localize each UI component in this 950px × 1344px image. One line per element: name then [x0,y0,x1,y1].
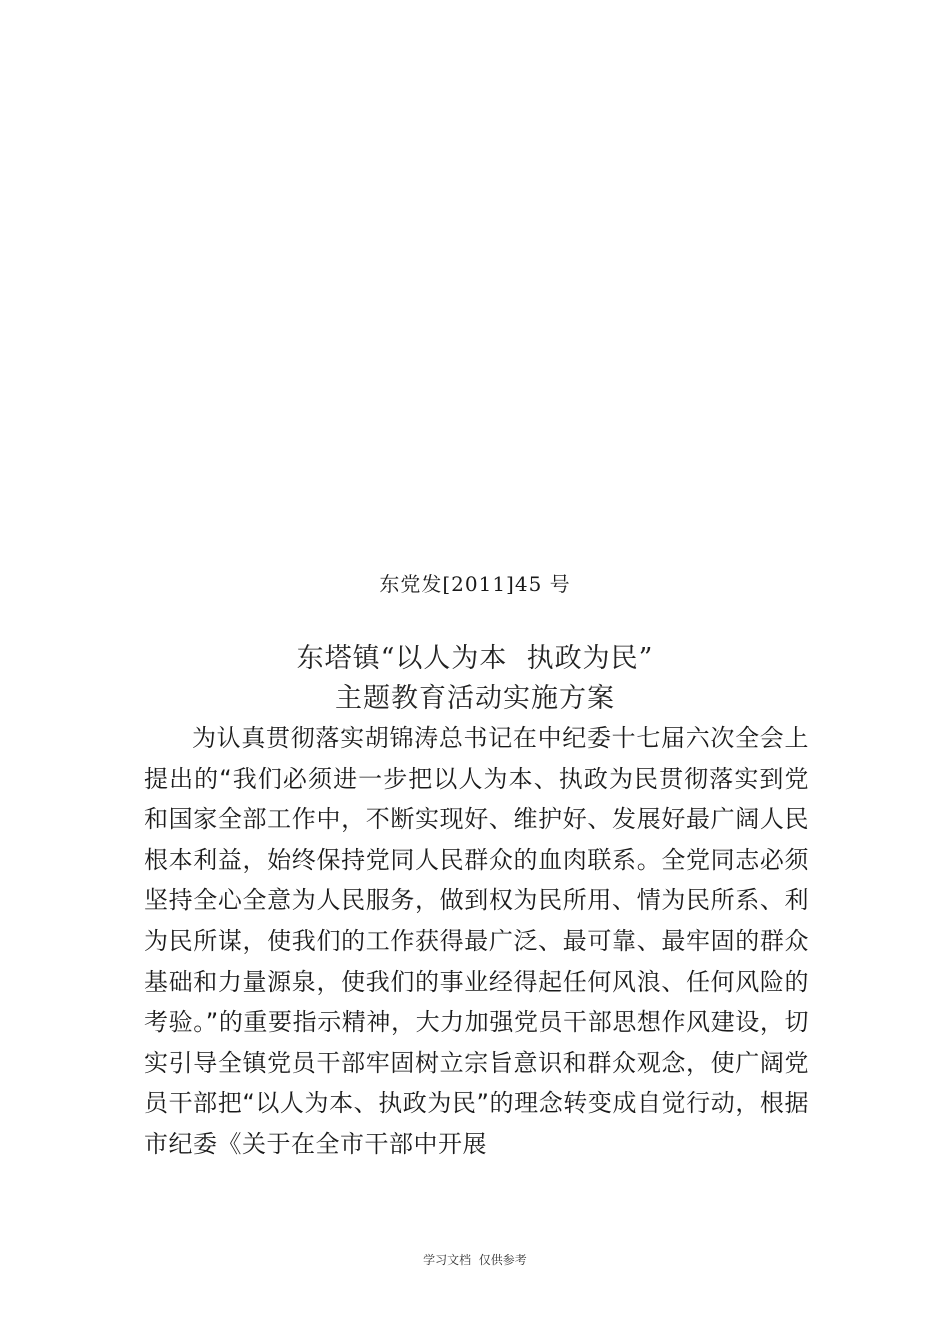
body-paragraph: 为认真贯彻落实胡锦涛总书记在中纪委十七届六次全会上提出的“我们必须进一步把以人为本、执政为民贯彻落实到党和国家全部工作中，不断实现好、维护好、发展好最广阔人民根本利益，始终保持党同人民群众的血肉联系。全党同志必须坚持全心全意为人民服务，做到权为民所用、情为民所系、利为民所谋，使我们的工作获得最广泛、最可靠、最牢固的群众基础和力量源泉，使我们的事业经得起任何风浪、任何风险的考验。”的重要指示精神，大力加强党员干部思想作风建设，切实引导全镇党员干部牢固树立宗旨意识和群众观念，使广阔党员干部把“以人为本、执政为民”的理念转变成自觉行动，根据市纪委《关于在全市干部中开展 [144,724,809,1158]
document-title-line-2: 主题教育活动实施方案 [335,683,615,714]
document-number: 东党发[2011]45 号 [379,572,571,596]
document-title-line-1: 东塔镇“以人为本 执政为民” [296,643,654,674]
footer-note: 学习文档 仅供参考 [423,1253,527,1267]
